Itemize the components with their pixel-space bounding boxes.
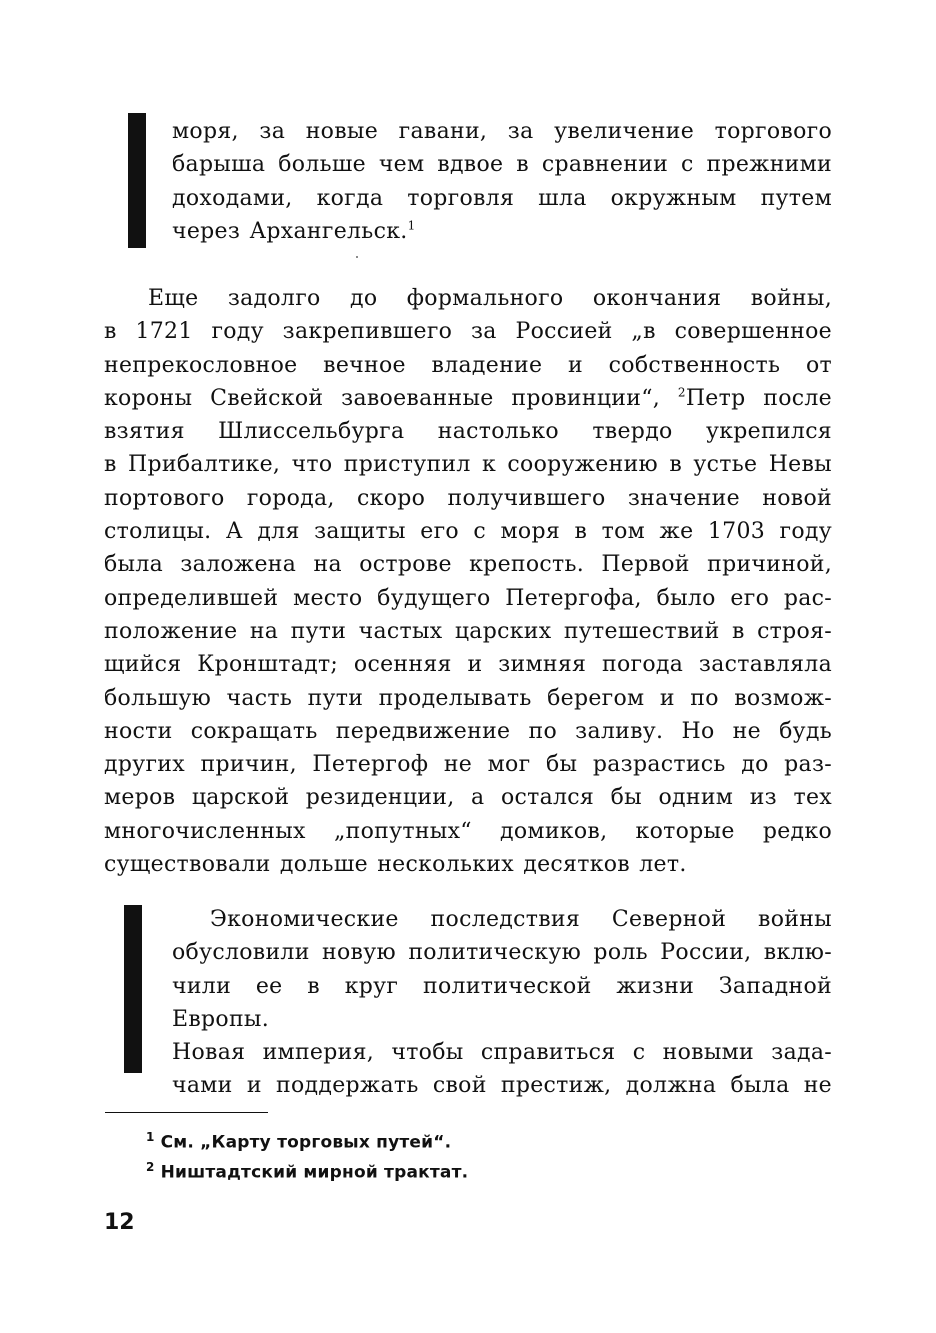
paragraph-1-line-4-text: через Архангельск.: [172, 218, 408, 244]
paragraph-2-line-13: большую часть пути проделывать берегом и по возмож-: [104, 685, 832, 711]
paragraph-2-line-3: непрекословное вечное владение и собственность от: [104, 352, 832, 378]
paragraph-3-line-2: обусловили новую политическую роль России, вклю-: [172, 940, 832, 966]
margin-bar-bottom: [124, 905, 142, 1073]
paragraph-2-line-2: в 1721 году закрепившего за Россией „в совершенное: [104, 319, 832, 345]
footnote-1-mark: 1: [146, 1130, 155, 1144]
footnote-2-mark: 2: [146, 1160, 155, 1174]
paragraph-1-line-4: [172, 215, 832, 248]
paragraph-1-line-3: доходами, когда торговля шла окружным путем: [172, 185, 832, 211]
paragraph-2-line-15: других причин, Петергоф не мог бы разрастись до раз-: [104, 752, 832, 778]
paragraph-2-line-9: была заложена на острове крепость. Первой причиной,: [104, 552, 832, 578]
page-number: 12: [104, 1210, 135, 1235]
paragraph-2-line-4-tail: Петр после: [685, 385, 832, 411]
paragraph-2-line-14: ности сокращать передвижение по заливу. Но не будь: [104, 718, 832, 744]
margin-bar-top: [128, 113, 146, 248]
paragraph-2-line-6: в Прибалтике, что приступил к сооружению в устье Невы: [104, 452, 832, 478]
paragraph-1-line-1: моря, за новые гавани, за увеличение торгового: [172, 119, 832, 144]
paragraph-2-line-11: положение на пути частых царских путешествий в строя-: [104, 618, 832, 644]
paragraph-2-line-17: многочисленных „попутных“ домиков, которые редко: [104, 818, 832, 844]
paragraph-2-line-8: столицы. А для защиты его с моря в том же 1703 году: [104, 519, 832, 545]
paragraph-1-line-2: барыша больше чем вдвое в сравнении с прежними: [172, 152, 832, 178]
footnote-ref-2: 2: [677, 385, 686, 400]
paragraph-2-line-16: меров царской резиденции, а остался бы одним из тех: [104, 785, 832, 811]
paragraph-3-line-5: чами и поддержать свой престиж, должна была не: [172, 1073, 832, 1099]
paragraph-2-line-12: щийся Кронштадт; осенняя и зимняя погода заставляла: [104, 652, 832, 678]
paragraph-2-line-4: [104, 382, 832, 415]
paragraph-2-line-10: определившей место будущего Петергофа, было его рас-: [104, 585, 832, 611]
footnote-ref-1: 1: [407, 218, 416, 233]
paragraph-2: [104, 282, 832, 881]
paragraph-3-line-4: Новая империя, чтобы справиться с новыми зада-: [172, 1040, 832, 1066]
print-speck: [356, 256, 358, 258]
footnote-1: [146, 1130, 451, 1153]
paragraph-2-line-5: взятия Шлиссельбурга настолько твердо укрепился: [104, 419, 832, 445]
footnote-separator: [105, 1112, 268, 1113]
paragraph-2-line-7: портового города, скоро получившего значение новой: [104, 485, 832, 511]
footnote-2-text: Ништадтский мирной трактат.: [160, 1162, 469, 1183]
footnote-1-text: См. „Карту торговых путей“.: [160, 1132, 452, 1153]
paragraph-3: [172, 903, 832, 1103]
paragraph-3-line-1: Экономические последствия Северной войны: [210, 907, 832, 932]
paragraph-3-line-3: чили ее в круг политической жизни Западной Европы.: [172, 973, 832, 1032]
paragraph-2-line-4-text: короны Свейской завоеванные провинции“,: [104, 385, 661, 411]
paragraph-2-line-1: Еще задолго до формального окончания войны,: [148, 286, 832, 311]
paragraph-2-line-18: существовали дольше нескольких десятков лет.: [104, 852, 687, 878]
footnote-2: [146, 1160, 468, 1183]
paragraph-1: [172, 115, 832, 248]
